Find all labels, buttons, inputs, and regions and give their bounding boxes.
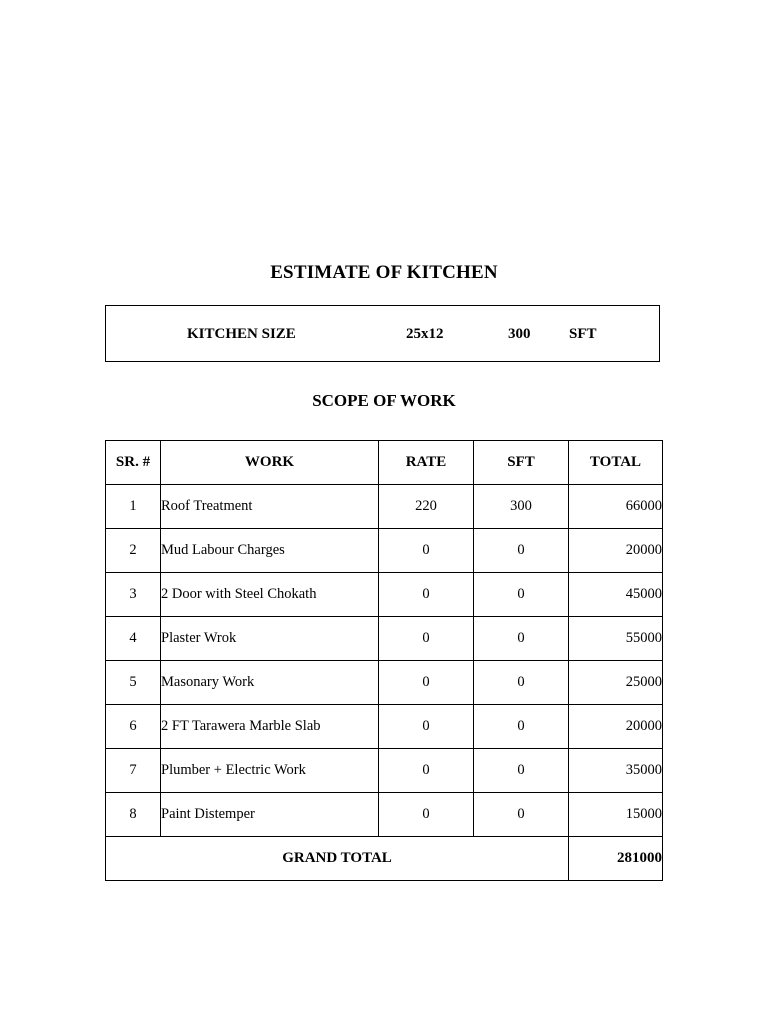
cell-work: Plaster Wrok xyxy=(161,617,379,661)
header-work: WORK xyxy=(161,441,379,485)
scope-table xyxy=(105,440,663,881)
table-row xyxy=(106,705,663,749)
cell-total: 35000 xyxy=(569,749,663,793)
cell-work: Roof Treatment xyxy=(161,485,379,529)
cell-sft: 0 xyxy=(474,793,569,837)
cell-sft: 300 xyxy=(474,485,569,529)
cell-rate: 0 xyxy=(379,617,474,661)
table-row xyxy=(106,793,663,837)
cell-sr: 4 xyxy=(106,617,161,661)
kitchen-dimensions: 25x12 xyxy=(406,326,444,342)
table-row xyxy=(106,661,663,705)
cell-work: 2 FT Tarawera Marble Slab xyxy=(161,705,379,749)
cell-rate: 0 xyxy=(379,529,474,573)
header-sft: SFT xyxy=(474,441,569,485)
cell-rate: 220 xyxy=(379,485,474,529)
cell-sr: 3 xyxy=(106,573,161,617)
cell-total: 55000 xyxy=(569,617,663,661)
cell-sr: 5 xyxy=(106,661,161,705)
table-row xyxy=(106,529,663,573)
table-row xyxy=(106,617,663,661)
cell-rate: 0 xyxy=(379,705,474,749)
cell-work: 2 Door with Steel Chokath xyxy=(161,573,379,617)
cell-total: 15000 xyxy=(569,793,663,837)
cell-total: 25000 xyxy=(569,661,663,705)
cell-total: 45000 xyxy=(569,573,663,617)
cell-sr: 7 xyxy=(106,749,161,793)
table-row xyxy=(106,749,663,793)
page-title: ESTIMATE OF KITCHEN xyxy=(270,262,498,283)
cell-sft: 0 xyxy=(474,705,569,749)
cell-work: Plumber + Electric Work xyxy=(161,749,379,793)
table-row xyxy=(106,485,663,529)
cell-total: 20000 xyxy=(569,705,663,749)
cell-sr: 8 xyxy=(106,793,161,837)
cell-sft: 0 xyxy=(474,617,569,661)
cell-rate: 0 xyxy=(379,661,474,705)
cell-sft: 0 xyxy=(474,749,569,793)
cell-rate: 0 xyxy=(379,749,474,793)
cell-work: Masonary Work xyxy=(161,661,379,705)
cell-total: 20000 xyxy=(569,529,663,573)
kitchen-size-label: KITCHEN SIZE xyxy=(187,326,296,342)
cell-sr: 1 xyxy=(106,485,161,529)
cell-sft: 0 xyxy=(474,573,569,617)
cell-work: Paint Distemper xyxy=(161,793,379,837)
scope-title: SCOPE OF WORK xyxy=(312,391,456,410)
grand-total-label: GRAND TOTAL xyxy=(106,837,569,881)
cell-rate: 0 xyxy=(379,573,474,617)
table-row xyxy=(106,573,663,617)
cell-sr: 6 xyxy=(106,705,161,749)
kitchen-size-box xyxy=(105,305,660,362)
header-sr: SR. # xyxy=(106,441,161,485)
cell-total: 66000 xyxy=(569,485,663,529)
table-header-row xyxy=(106,441,663,485)
grand-total-row xyxy=(106,837,663,881)
header-total: TOTAL xyxy=(569,441,663,485)
cell-sft: 0 xyxy=(474,529,569,573)
cell-work: Mud Labour Charges xyxy=(161,529,379,573)
kitchen-area-unit: SFT xyxy=(569,326,597,342)
cell-sr: 2 xyxy=(106,529,161,573)
cell-rate: 0 xyxy=(379,793,474,837)
cell-sft: 0 xyxy=(474,661,569,705)
grand-total-value: 281000 xyxy=(569,837,663,881)
header-rate: RATE xyxy=(379,441,474,485)
kitchen-area: 300 xyxy=(508,326,531,342)
